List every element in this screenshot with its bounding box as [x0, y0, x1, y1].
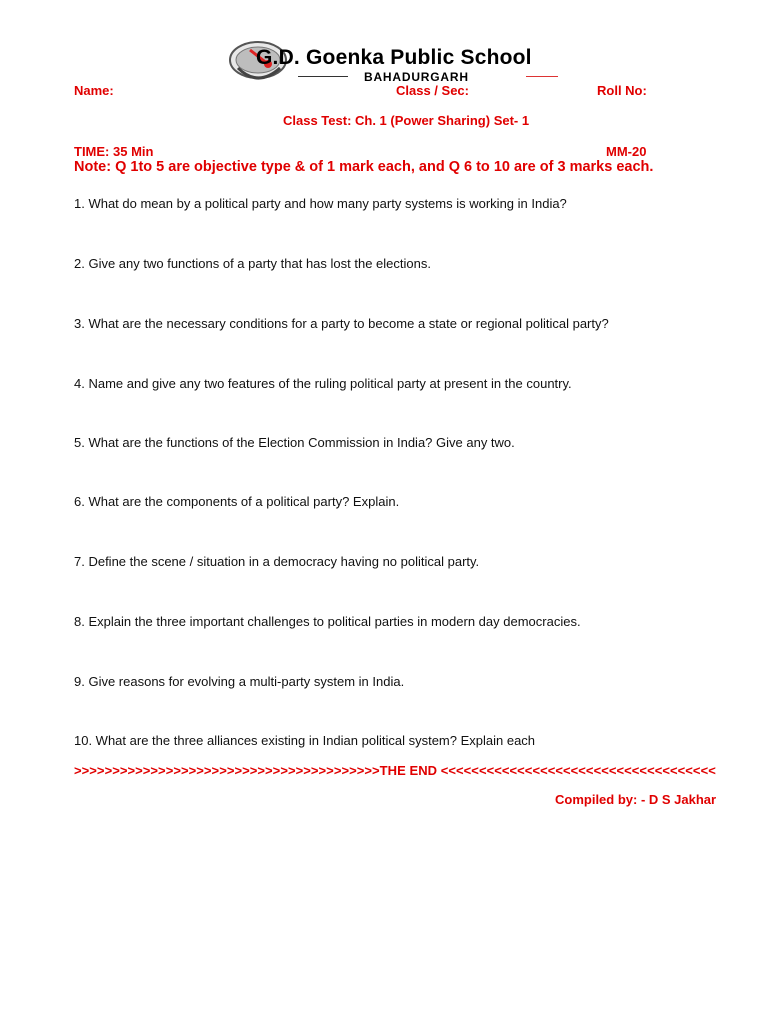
question-1: 1. What do mean by a political party and how many party systems is working in India? — [74, 196, 567, 211]
instructions-note: Note: Q 1to 5 are objective type & of 1 mark each, and Q 6 to 10 are of 3 marks each. — [74, 159, 654, 175]
test-title: Class Test: Ch. 1 (Power Sharing) Set- 1 — [283, 113, 530, 128]
city-divider-left — [298, 76, 348, 77]
school-name: G.D. Goenka Public School — [256, 46, 532, 69]
question-5: 5. What are the functions of the Election Commission in India? Give any two. — [74, 435, 515, 450]
question-2: 2. Give any two functions of a party that has lost the elections. — [74, 256, 431, 271]
name-label: Name: — [74, 83, 114, 98]
roll-label: Roll No: — [597, 83, 647, 98]
question-4: 4. Name and give any two features of the ruling political party at present in the country. — [74, 376, 572, 391]
school-city: BAHADURGARH — [364, 70, 469, 84]
question-6: 6. What are the components of a political party? Explain. — [74, 494, 400, 509]
question-3: 3. What are the necessary conditions for a party to become a state or regional political party? — [74, 316, 609, 331]
question-7: 7. Define the scene / situation in a democracy having no political party. — [74, 554, 480, 569]
the-end-divider: >>>>>>>>>>>>>>>>>>>>>>>>>>>>>>>>>>>>>>>>THE END <<<<<<<<<<<<<<<<<<<<<<<<<<<<<<<<<<<< — [74, 763, 716, 778]
question-9: 9. Give reasons for evolving a multi-party system in India. — [74, 674, 405, 689]
max-marks-label: MM-20 — [606, 144, 647, 159]
question-10: 10. What are the three alliances existing in Indian political system? Explain each — [74, 733, 536, 748]
school-header — [228, 34, 588, 84]
question-8: 8. Explain the three important challenges to political parties in modern day democracies. — [74, 614, 581, 629]
city-divider-right — [526, 76, 558, 77]
compiled-by: Compiled by: - D S Jakhar — [555, 792, 717, 807]
class-label: Class / Sec: — [396, 83, 469, 98]
time-label: TIME: 35 Min — [74, 144, 154, 159]
